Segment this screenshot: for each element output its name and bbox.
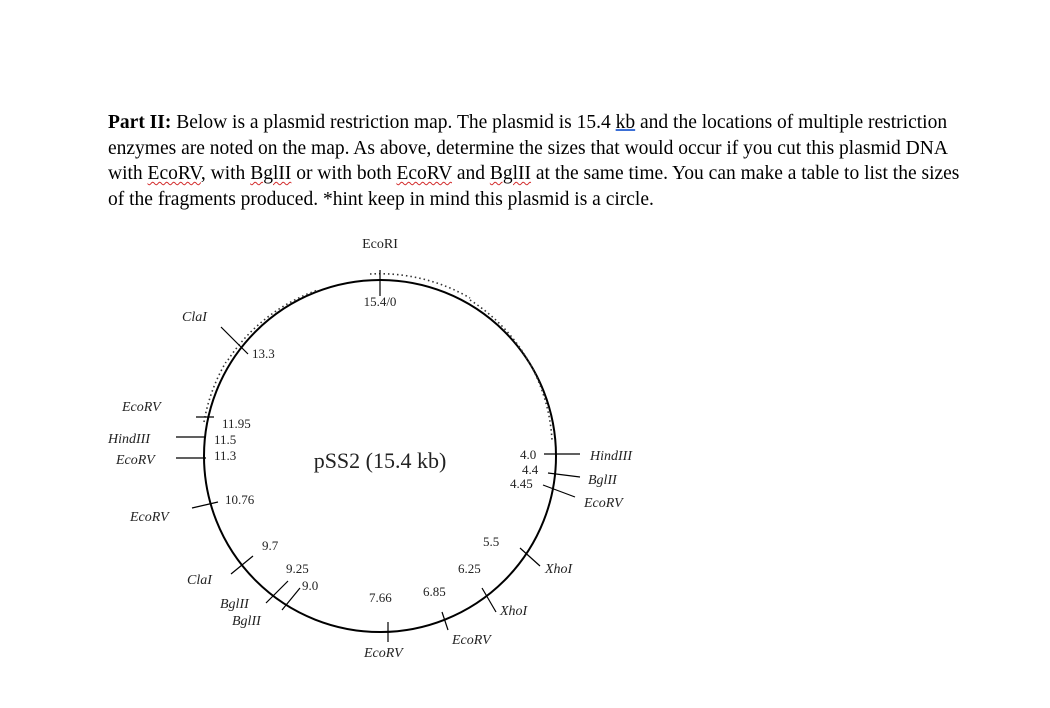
position-label-9-7: 9.7 [262,538,279,553]
site-tick-clai-9-7 [231,556,253,574]
position-label-15-4: 15.4/0 [363,294,397,309]
position-label-9-25: 9.25 [286,561,309,576]
site-label-bglii-4-4: BglII [588,473,617,488]
position-label-7-66: 7.66 [369,590,392,605]
site-tick-xhoi-6-25 [482,588,496,612]
position-label-5-5: 5.5 [483,534,500,549]
site-tick-clai-13-3 [221,327,248,354]
site-label-xhoi-6-25: XhoI [500,604,528,619]
dotted-arc-right [470,300,552,440]
question-segment-6: at the same time. You can make a table to list the sizes of the fragments produced. *hint keep in mind this plasmid is a circle. [108,163,960,210]
position-label-9-0: 9.0 [302,578,319,593]
site-label-ecorv-7-66: EcoRV [364,646,403,661]
position-label-6-25: 6.25 [458,561,481,576]
site-label-hindiii-right: HindIII [590,449,632,464]
site-label-ecorv-4-45: EcoRV [584,496,623,511]
question-segment-3: , with [200,163,251,184]
question-segment-5: and [451,163,490,184]
bglii-spellcheck-2: BglII [489,163,532,184]
ecorv-spellcheck-1: EcoRV [147,163,201,184]
site-label-xhoi-5-5: XhoI [545,562,573,577]
site-label-bglii-9-0: BglII [232,614,261,629]
site-label-ecorv-6-85: EcoRV [452,633,491,648]
site-label-clai-bottom: ClaI [187,573,212,588]
question-segment-1: Below is a plasmid restriction map. The plasmid is 15.4 [171,112,616,133]
position-label-4-4: 4.4 [522,462,539,477]
site-label-ecorv-11-3: EcoRV [116,453,155,468]
position-label-11-3: 11.3 [214,448,237,463]
kb-underlined: kb [615,112,636,133]
position-label-11-5: 11.5 [214,432,237,447]
position-label-4-0: 4.0 [520,447,537,462]
position-label-6-85: 6.85 [423,584,446,599]
bglii-spellcheck-1: BglII [250,163,292,184]
position-label-11-95: 11.95 [222,416,251,431]
plasmid-name-label: pSS2 (15.4 kb) [313,448,447,473]
site-label-ecorv-11-95: EcoRV [122,400,161,415]
site-tick-ecorv-10-76 [192,502,218,508]
site-label-bglii-9-25: BglII [220,597,249,612]
question-segment-4: or with both [291,163,397,184]
site-tick-ecorv-4-45 [543,485,575,497]
site-label-ecorv-10-76: EcoRV [130,510,169,525]
position-label-13-3: 13.3 [252,346,275,361]
site-label-clai-top: ClaI [182,310,207,325]
site-label-hindiii-left: HindIII [108,432,150,447]
part-heading: Part II: [108,112,172,133]
site-tick-bglii-4-4 [548,473,580,477]
site-label-ecori: EcoRI [362,237,398,252]
position-label-10-76: 10.76 [225,492,255,507]
ecorv-spellcheck-2: EcoRV [396,163,452,184]
position-label-4-45: 4.45 [510,476,533,491]
question-segment-2: and the locations of multiple restriction enzymes are noted on the map. As above, determine the sizes that would occur if you cut this plasmid DNA with [108,112,948,184]
